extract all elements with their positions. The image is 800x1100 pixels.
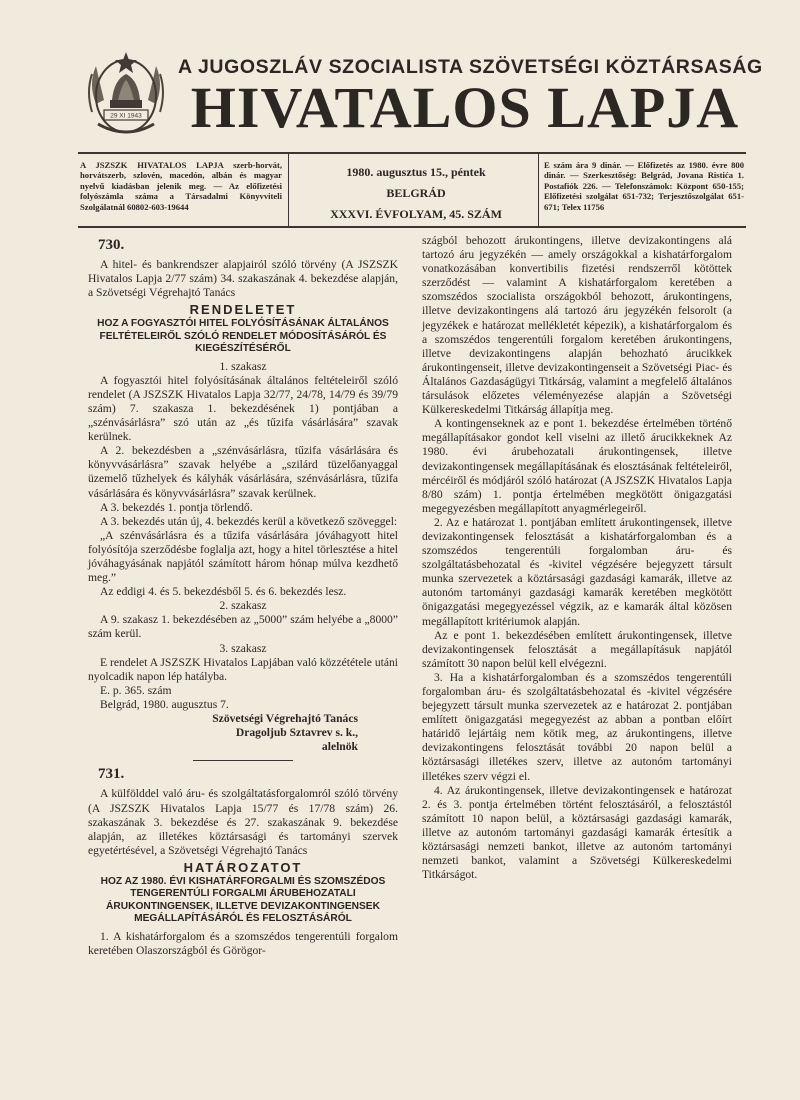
item-number-730: 730. bbox=[98, 237, 125, 253]
paragraph: A 3. bekezdés után új, 4. bekezdés kerül a következő szöveggel: bbox=[100, 514, 398, 528]
section-heading: 3. szakasz bbox=[219, 641, 267, 655]
issue-volume: XXXVI. ÉVFOLYAM, 45. SZÁM bbox=[330, 207, 502, 221]
paragraph: 3. Ha a kishatárforgalomban és a szomszédos tengerentúli forgalomban áru- és szolgáltatásbehozatal és -kivitel végzésére bejegyzett társult munka szervezetek az e határozat 2. pontjában említett önigazgatási megegyezést az abban a pontban előírt határidő lejártáig nem kötik meg, az árukontingens, illetve devizakontingens felosztását további 20 napon belül a köztársasági illetékes szerv, illetve az autonóm tartományi illetékes szerv végzi el. bbox=[422, 670, 732, 783]
paragraph: 2. Az e határozat 1. pontjában említett árukontingensek, illetve devizakontingensek felosztását a kishatárforgalomban és a szomszédos tengerentúli forgalomban áru- és szolgáltatásbehozatal és -kivitel végzésére bejegyzett társult munka szervezetek a köztársasági gazdasági kamarák, illetve az autonóm tartományi gazdasági kamarák keretében megkötött önigazgatási megegyezéssel végzik, az e kamarák által közösen megállapított kritériumok alapján. bbox=[422, 515, 732, 628]
edition-info: A JSZSZK HIVATALOS LAPJA szerb-horvát, horvátszerb, szlovén, macedón, albán és magyar nyelvű kiadásban jelenik meg. — Az előfizetési folyószámla száma a Társadalmi Könyvviteli Szolgálatnál 60802-603-19644 bbox=[80, 160, 282, 212]
reference-number: E. p. 365. szám bbox=[100, 683, 172, 697]
paragraph: 4. Az árukontingensek, illetve devizakontingensek e határozat 2. és 3. pontja értelmében történt felosztásáról, a felosztástól számított 10 napon belül, a köztársasági gazdasági kamarák, illetve az autonóm tartományi gazdasági kamarák értesítik a köztársasági nemzeti bankot, illetve az autonóm tartományi nemzeti bankot, valamint a Szövetségi Külkereskedelmi Titkárságot. bbox=[422, 783, 732, 882]
paragraph: A hitel- és bankrendszer alapjairól szóló törvény (A JSZSZK Hivatalos Lapja 2/77 szám) 34. szakaszának 4. bekezdése alapján, a Szövetségi Végrehajtó Tanács bbox=[88, 258, 398, 300]
paragraph: 1. A kishatárforgalom és a szomszédos tengerentúli forgalom keretében Olaszországból és Görögor- bbox=[88, 929, 398, 957]
item-number-731: 731. bbox=[98, 766, 125, 783]
council-name: Szövetségi Végrehajtó Tanács bbox=[212, 712, 358, 726]
paragraph: A kontingenseknek az e pont 1. bekezdése értelmében történő megállapításakor gondot kell viselni az illető árucikkeknek Az 1980. évi árubehozatali árukontingensek, illetve devizakontingensek megállapításának és elosztásának feltételeiről, mércéiről és módjáról szóló határozat (A JSZSZK Hivatalos Lapja 8/80 szám) 1. pontja értelmében megkötött önigazgatási megegyezésben megállapított anyagmérlegeiről. bbox=[422, 417, 732, 515]
left-column bbox=[88, 234, 398, 958]
decree-title-730: HOZ A FOGYASZTÓI HITEL FOLYÓSÍTÁSÁNAK ÁLTALÁNOS FELTÉTELEIRŐL SZÓLÓ RENDELET MÓDOSÍTÁSÁRÓL ÉS KIEGÉSZÍTÉSÉRŐL bbox=[97, 318, 389, 355]
paragraph: A fogyasztói hitel folyósításának általános feltételeiről szóló rendelet (A JSZSZK Hivatalos Lapja 32/77, 24/78, 14/79 és 39/79 szám) 7. szakasza 1. bekezdésének 1) pontjában a „szénvásárlásra” szó után az „és tűzifa vásárlására” szavak kerülnek. bbox=[88, 373, 398, 444]
gazette-title: HIVATALOS LAPJA bbox=[190, 75, 740, 140]
republic-name: A JUGOSZLÁV SZOCIALISTA SZÖVETSÉGI KÖZTÁRSASÁG bbox=[178, 56, 763, 78]
price-subscription-info: E szám ára 9 dinár. — Előfizetés az 1980. évre 800 dinár. — Szerkesztőség: Belgrád, Jovana Ristića 1. Postafiók 226. — Telefonszámok: Központ 650-155; Előfizetési szolgálat 651-732; Terjesztőszolgálat 651-671; Telex 11756 bbox=[544, 160, 744, 212]
issue-date: 1980. augusztus 15., péntek bbox=[346, 165, 486, 179]
masthead-info-box bbox=[78, 152, 746, 228]
heading-hatarozatot: HATÁROZATOT bbox=[183, 859, 303, 875]
paragraph: „A szénvásárlásra és a tűzifa vásárlására jóváhagyott hitel folyósítója szerződésbe foglalja azt, hogy a hitel törlesztése a hitel jóváhagyásának napjától számított három hónap múlva kezdhető meg.” bbox=[88, 528, 398, 585]
separator-rule bbox=[193, 760, 293, 761]
paragraph: A 3. bekezdés 1. pontja törlendő. bbox=[100, 500, 253, 514]
signer-name: Dragoljub Sztavrev s. k., bbox=[235, 726, 358, 740]
place-date: Belgrád, 1980. augusztus 7. bbox=[100, 697, 229, 711]
paragraph: szágból behozott árukontingens, illetve devizakontingens alá tartozó áru jegyzékén — amely országokkal a kishatárforgalom vonatkozásában konvertibilis fizetési rendszerről kötöttek szerződést — valamint A kishatárforgalom keretében a szomszédos szocialista országokból behozott, árukontingens, illetve devizakontingens alá tartozó áru jegyzékén felsorolt (a jegyzékek e határozat mellékletét képezik), a kishatárforgalom és a szomszédos tengerentúli forgalom keretében árukontingens, illetve devizakontingens alapján behozható árucikkek árukontingenseit, illetve devizakontingenseit a Szövetségi Piac- és Általános Gazdaságügyi Titkárság, valamint a megfelelő általános társulások előzetes véleményezése alapján a Szövetségi Külkereskedelmi Titkárság állapítja meg. bbox=[422, 234, 732, 417]
paragraph: A 2. bekezdésben a „szénvásárlásra, tűzifa vásárlására és könyvvásárlásra” szavak helyébe a „szilárd tüzelőanyaggal üzemelő tűzhelyek és kályhák vásárlására, szénvásárlásra, tűzifa vásárlására és könyvvásárlásra” szavak kerülnek. bbox=[88, 444, 398, 500]
emblem-date: 29 XI 1943 bbox=[110, 112, 142, 120]
divider bbox=[288, 154, 289, 226]
paragraph: E rendelet A JSZSZK Hivatalos Lapjában való közzététele utáni nyolcadik napon lép hatályba. bbox=[88, 655, 398, 683]
signer-role: alelnök bbox=[321, 740, 358, 754]
paragraph: Az e pont 1. bekezdésében említett árukontingensek, illetve devizakontingensek felosztását a megállapításuk napjától számított 30 napon belül kell elvégezni. bbox=[422, 628, 732, 670]
heading-rendeletet: RENDELETET bbox=[189, 302, 297, 318]
paragraph: Az eddigi 4. és 5. bekezdésből 5. és 6. bekezdés lesz. bbox=[100, 585, 347, 599]
issue-info bbox=[296, 162, 536, 225]
paragraph: A 9. szakasz 1. bekezdésében az „5000” szám helyébe a „8000” szám kerül. bbox=[88, 613, 398, 641]
issue-place: BELGRÁD bbox=[386, 186, 446, 200]
right-column bbox=[422, 234, 732, 882]
section-heading: 1. szakasz bbox=[219, 359, 267, 373]
section-heading: 2. szakasz bbox=[219, 599, 267, 613]
divider bbox=[538, 154, 539, 226]
state-emblem-icon bbox=[82, 44, 170, 142]
paragraph: A külfölddel való áru- és szolgáltatásforgalomról szóló törvény (A JSZSZK Hivatalos Lapja 15/77 és 17/78 szám) 26. szakaszának 3. bekezdése és 27. szakaszának 9. bekezdése alapján, az illetékes köztársasági és tartományi szervek egyetértésével, a Szövetségi Végrehajtó Tanács bbox=[88, 787, 398, 857]
decision-title-731: HOZ AZ 1980. ÉVI KISHATÁRFORGALMI ÉS SZOMSZÉDOS TENGERENTÚLI FORGALMI ÁRUBEHOZATALI ÁRUKONTINGENSEK, ILLETVE DEVIZAKONTINGENSEK MEGÁLLAPÍTÁSÁRÓL ÉS FELOSZTÁSÁRÓL bbox=[100, 875, 386, 925]
